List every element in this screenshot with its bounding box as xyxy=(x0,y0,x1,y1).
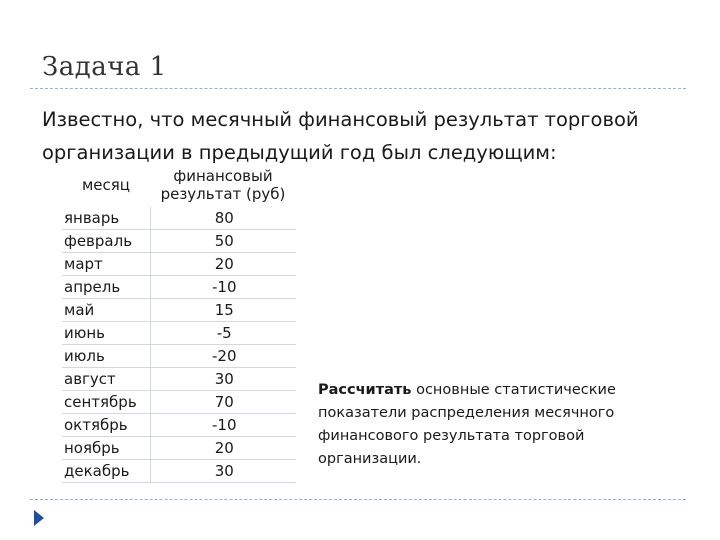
table-row xyxy=(62,368,296,391)
value-cell: 30 xyxy=(150,368,296,391)
value-cell: -20 xyxy=(150,345,296,368)
table-row xyxy=(62,230,296,253)
month-cell: апрель xyxy=(62,276,150,299)
month-cell: октябрь xyxy=(62,414,150,437)
month-cell: март xyxy=(62,253,150,276)
financial-results-table xyxy=(62,163,296,483)
month-cell: май xyxy=(62,299,150,322)
table-header-row xyxy=(62,163,296,207)
table-row xyxy=(62,207,296,230)
value-cell: 15 xyxy=(150,299,296,322)
task-description xyxy=(318,379,658,471)
header-result: финансовый результат (руб) xyxy=(160,167,286,203)
value-cell: 70 xyxy=(150,391,296,414)
play-arrow-icon xyxy=(34,510,44,526)
table-row xyxy=(62,437,296,460)
month-cell: август xyxy=(62,368,150,391)
month-cell: июнь xyxy=(62,322,150,345)
month-cell: июль xyxy=(62,345,150,368)
value-cell: 20 xyxy=(150,253,296,276)
month-cell: январь xyxy=(62,207,150,230)
table-row xyxy=(62,253,296,276)
month-cell: февраль xyxy=(62,230,150,253)
value-cell: 50 xyxy=(150,230,296,253)
table-row xyxy=(62,460,296,483)
month-cell: ноябрь xyxy=(62,437,150,460)
bottom-divider xyxy=(30,499,686,500)
value-cell: 30 xyxy=(150,460,296,483)
table-row xyxy=(62,276,296,299)
value-cell: 80 xyxy=(150,207,296,230)
value-cell: -5 xyxy=(150,322,296,345)
month-cell: сентябрь xyxy=(62,391,150,414)
month-cell: декабрь xyxy=(62,460,150,483)
task-rest: основные статистические показатели распределения месячного финансового результата торговой организации. xyxy=(318,382,616,467)
task-verb: Рассчитать xyxy=(318,382,412,398)
intro-text: Известно, что месячный финансовый результат торговой организации в предыдущий год был следующим: xyxy=(42,108,639,164)
title-divider xyxy=(30,88,686,89)
value-cell: -10 xyxy=(150,414,296,437)
value-cell: -10 xyxy=(150,276,296,299)
table-row xyxy=(62,345,296,368)
table-row xyxy=(62,391,296,414)
table-row xyxy=(62,414,296,437)
header-month: месяц xyxy=(81,176,131,194)
table-row xyxy=(62,299,296,322)
slide-title: Задача 1 xyxy=(42,52,167,82)
table-row xyxy=(62,322,296,345)
value-cell: 20 xyxy=(150,437,296,460)
